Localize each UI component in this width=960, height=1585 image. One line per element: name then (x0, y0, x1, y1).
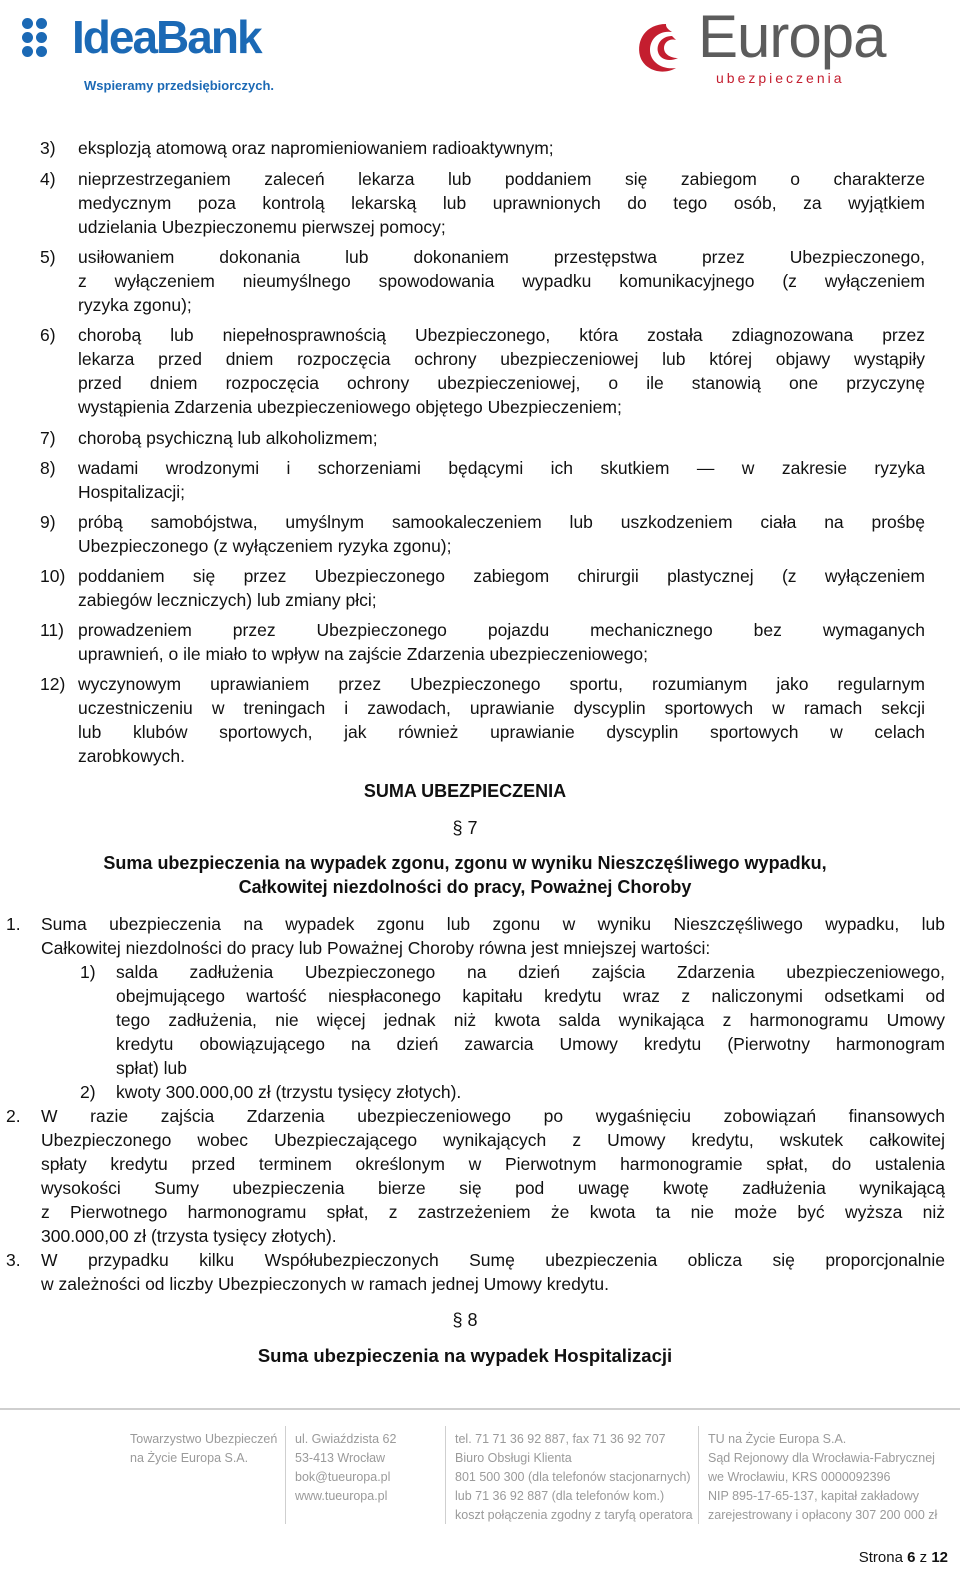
footer-text: zarejestrowany i opłacony 307 200 000 zł (708, 1508, 938, 1522)
footer-text: ul. Gwiaździsta 62 (295, 1432, 397, 1446)
footer-text: TU na Życie Europa S.A. (708, 1432, 847, 1446)
list-item-line: wyczynowym uprawianiem przez Ubezpieczonego sportu, rozumianym jako regularnym (78, 674, 925, 694)
list-item-line: zarobkowych. (78, 746, 185, 766)
footer-text: we Wrocławiu, KRS 0000092396 (708, 1470, 891, 1484)
footer-company (130, 1430, 277, 1468)
subpoint-number: 2) (80, 1082, 96, 1102)
list-item-line: uprawnień, o ile miało to wpływ na zajście Zdarzenia ubezpieczeniowego; (78, 644, 649, 664)
footer-text: NIP 895-17-65-137, kapitał zakładowy (708, 1489, 920, 1503)
point-line: Całkowitej niezdolności do pracy lub Poważnej Choroby równa jest mniejszej wartości: (41, 938, 711, 958)
list-item-line: zabiegów leczniczych) lub zmiany płci; (78, 590, 377, 610)
list-item-line: Ubezpieczonego (z wyłączeniem ryzyka zgonu); (78, 536, 452, 556)
subpoint-line: kredytu obowiązującego na dzień zawarcia Umowy kredytu (Pierwotny harmonogram (116, 1034, 945, 1054)
point-line: 300.000,00 zł (trzysta tysięcy złotych). (41, 1226, 337, 1246)
point-number: 3. (6, 1250, 21, 1270)
paragraph-heading: Suma ubezpieczenia na wypadek Hospitalizacji (257, 1345, 673, 1366)
list-item-line: wystąpienia Zdarzenia ubezpieczeniowego objętego Ubezpieczeniem; (78, 397, 622, 417)
footer-separator (698, 1426, 699, 1524)
list-item-number: 5) (40, 247, 56, 267)
footer-text: Sąd Rejonowy dla Wrocławia-Fabrycznej (708, 1451, 935, 1465)
list-item-number: 6) (40, 325, 56, 345)
list-item-line: poddaniem się przez Ubezpieczonego zabiegom chirurgii plastycznej (z wyłączeniem (78, 566, 925, 586)
footer-divider (0, 1408, 960, 1410)
list-item-line: nieprzestrzeganiem zaleceń lekarza lub poddaniem się zabiegom o charakterze (78, 169, 925, 189)
ideabank-tagline: Wspieramy przedsiębiorczych. (84, 78, 275, 93)
list-item-line: chorobą lub niepełnosprawnością Ubezpieczonego, która została zdiagnozowana przez (78, 325, 925, 345)
list-item-number: 9) (40, 512, 56, 532)
ideabank-wordmark: IdeaBank (72, 11, 261, 63)
paragraph-number: § 8 (452, 1310, 478, 1330)
list-item-line: wadami wrodzonymi i schorzeniami będącymi ich skutkiem — w zakresie ryzyka (78, 458, 925, 478)
list-item-number: 11) (40, 620, 64, 640)
footer-registry (708, 1430, 937, 1525)
subpoint-line: kwoty 300.000,00 zł (trzystu tysięcy złotych). (116, 1082, 462, 1102)
point-line: W razie zajścia Zdarzenia ubezpieczeniowego po wygaśnięciu zobowiązań finansowych (41, 1106, 945, 1126)
footer-email-link[interactable]: bok@tueuropa.pl (295, 1470, 391, 1484)
section-title: SUMA UBEZPIECZENIA (363, 781, 567, 801)
list-item-line: chorobą psychiczną lub alkoholizmem; (78, 428, 378, 448)
subpoint-line: spłat) lub (116, 1058, 188, 1078)
list-item-line: lub klubów sportowych, jak również uprawianie dyscyplin sportowych w celach (78, 722, 925, 742)
point-line: W przypadku kilku Współubezpieczonych Sumę ubezpieczenia oblicza się proporcjonalnie (41, 1250, 945, 1270)
paragraph-number: § 7 (452, 818, 478, 838)
list-item-number: 4) (40, 169, 56, 189)
list-item-line: medycznym poza kontrolą lekarską lub uprawnionych do tego osób, za wyjątkiem (78, 193, 925, 213)
footer-address (295, 1430, 396, 1506)
subpoint-line: obejmującego wartość niespłaconego kapitału kredytu wraz z naliczonymi odsetkami od (116, 986, 945, 1006)
point-line: Ubezpieczonego wobec Ubezpieczającego wynikających z Umowy kredytu, wskutek całkowitej (41, 1130, 945, 1150)
page-number (859, 1549, 948, 1566)
point-line: wysokości Sumy ubezpieczenia bierze się pod uwagę kwotę zadłużenia wynikającą (41, 1178, 945, 1198)
subpoint-number: 1) (80, 962, 96, 982)
list-item-number: 7) (40, 428, 56, 448)
footer-text: lub 71 36 92 887 (dla telefonów kom.) (455, 1489, 665, 1503)
europa-wordmark: Europa (698, 3, 886, 70)
footer-text: na Życie Europa S.A. (130, 1451, 249, 1465)
page-current: 6 (907, 1549, 916, 1566)
list-item-line: udzielania Ubezpieczonemu pierwszej pomocy; (78, 217, 446, 237)
point-line: z Pierwotnego harmonogramu spłat, z zastrzeżeniem że kwota ta nie może być wyższa niż (41, 1202, 945, 1222)
footer-separator (285, 1426, 286, 1524)
footer-text: 801 500 300 (dla telefonów stacjonarnych) (455, 1470, 691, 1484)
page-total: 12 (931, 1549, 948, 1566)
list-item-number: 12) (40, 674, 66, 694)
list-item-line: próbą samobójstwa, umyślnym samookaleczeniem lub uszkodzeniem ciała na prośbę (78, 512, 925, 532)
list-item-line: uczestniczeniu w treningach i zawodach, uprawianie dyscyplin sportowych w ramach sekcji (78, 698, 925, 718)
list-item-number: 3) (40, 138, 56, 158)
list-item-line: z wyłączeniem nieumyślnego spowodowania wypadku komunikacyjnego (z wyłączeniem (78, 271, 925, 291)
page-label: Strona (858, 1549, 903, 1566)
footer-text: tel. 71 71 36 92 887, fax 71 36 92 707 (455, 1432, 666, 1446)
page-of: z (919, 1549, 928, 1566)
ideabank-logo (22, 12, 282, 100)
footer-text: 53-413 Wrocław (295, 1451, 386, 1465)
subpoint-line: tego zadłużenia, nie więcej jednak niż kwota salda wynikająca z harmonogramu Umowy (116, 1010, 945, 1030)
footer-text: koszt połączenia zgodny z taryfą operatora (455, 1508, 693, 1522)
subpoint-line: salda zadłużenia Ubezpieczonego na dzień zajścia Zdarzenia ubezpieczeniowego, (116, 962, 945, 982)
list-item-line: prowadzeniem przez Ubezpieczonego pojazdu mechanicznego bez wymaganych (78, 620, 925, 640)
list-item-line: usiłowaniem dokonania lub dokonaniem przestępstwa przez Ubezpieczonego, (78, 247, 925, 267)
list-item-number: 10) (40, 566, 66, 586)
list-item-line: ryzyka zgonu); (78, 295, 192, 315)
europa-subtitle: ubezpieczenia (716, 70, 845, 86)
point-number: 2. (6, 1106, 21, 1126)
europa-swirl-icon (632, 18, 696, 76)
point-line: w zależności od liczby Ubezpieczonych w ramach jednej Umowy kredytu. (41, 1274, 610, 1294)
point-line: Suma ubezpieczenia na wypadek zgonu lub zgonu w wyniku Nieszczęśliwego wypadku, lub (41, 914, 945, 934)
point-line: spłaty kredytu przed terminem określonym w Pierwotnym harmonogramie spłat, do ustalenia (41, 1154, 945, 1174)
list-item-line: eksplozją atomową oraz napromieniowaniem radioaktywnym; (78, 138, 554, 158)
paragraph-heading: Całkowitej niezdolności do pracy, Poważnej Choroby (238, 877, 692, 897)
europa-logo (632, 3, 937, 90)
ideabank-dots-icon (22, 18, 66, 58)
footer-text: Biuro Obsługi Klienta (455, 1451, 572, 1465)
paragraph-heading: Suma ubezpieczenia na wypadek zgonu, zgonu w wyniku Nieszczęśliwego wypadku, (103, 853, 827, 873)
footer-text: Towarzystwo Ubezpieczeń (130, 1432, 278, 1446)
list-item-number: 8) (40, 458, 56, 478)
footer-website-link[interactable]: www.tueuropa.pl (295, 1489, 388, 1503)
list-item-line: przed dniem rozpoczęcia ochrony ubezpieczeniowej, o ile stanowią one przyczynę (78, 373, 925, 393)
list-item-line: Hospitalizacji; (78, 482, 185, 502)
footer-contact (455, 1430, 693, 1525)
footer-separator (445, 1426, 446, 1524)
list-item-line: lekarza przed dniem rozpoczęcia ochrony ubezpieczeniowej lub której objawy wystąpiły (78, 349, 925, 369)
point-number: 1. (6, 914, 21, 934)
